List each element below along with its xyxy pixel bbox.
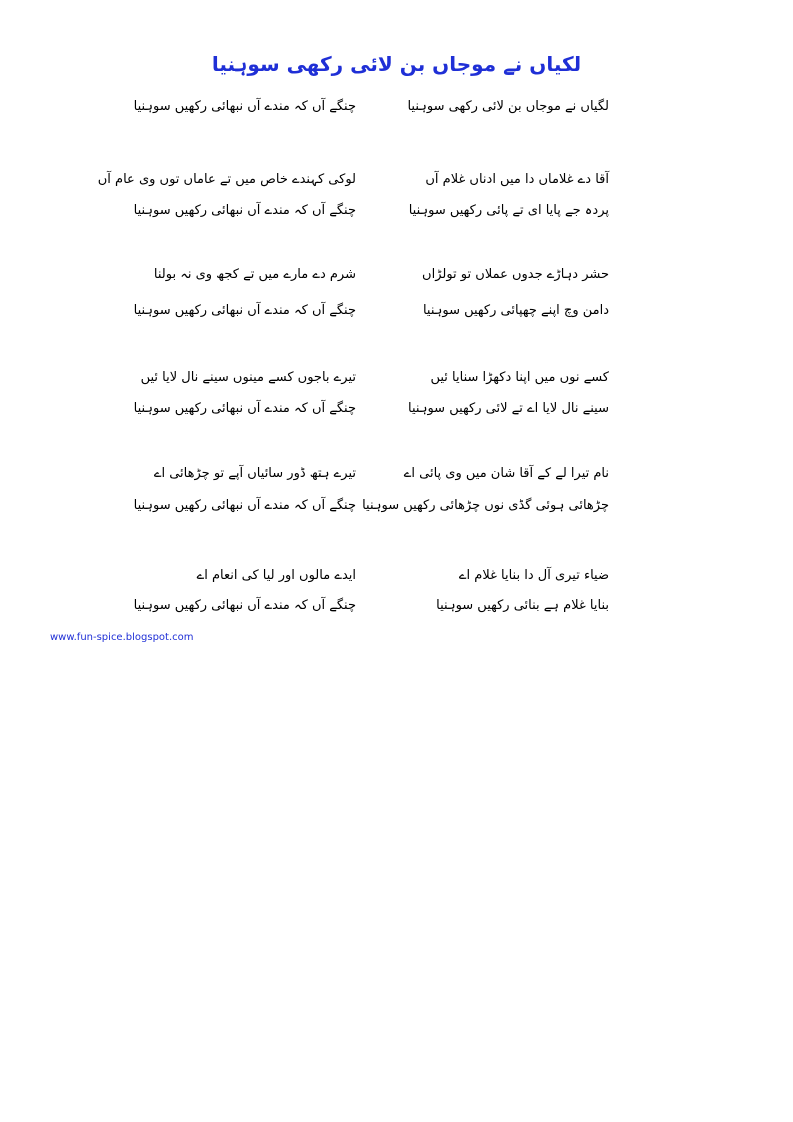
verse-line: بنایا غلام ہے بنائی رکھیں سوہنیا [436,598,609,613]
footer-url[interactable]: www.fun-spice.blogspot.com [50,632,194,643]
verse-line: چنگے آں کہ مندے آں نبھائی رکھیں سوہنیا [133,598,356,613]
verse-line: لگیاں نے موجاں بن لائی رکھی سوہنیا [407,99,609,114]
verse-line: چنگے آں کہ مندے آں نبھائی رکھیں سوہنیا [133,99,356,114]
verse-line: دامن وچ اپنے چھپائی رکھیں سوہنیا [422,303,609,318]
verse-line: چنگے آں کہ مندے آں نبھائی رکھیں سوہنیا [133,303,356,318]
verse-line: چڑھائی ہوئی گڈی نوں چڑھائی رکھیں سوہنیا [362,498,609,513]
verse-line: چنگے آں کہ مندے آں نبھائی رکھیں سوہنیا [133,401,356,416]
verse-line: ایدے مالوں اور لیا کی انعام اے [196,568,356,583]
verse-line: نام تیرا لے کے آقا شان میں وی پائی اے [403,466,609,481]
verse-line: کسے نوں میں اپنا دکھڑا سنایا ئیں [430,370,609,385]
verse-line: حشر دہاڑے جدوں عملاں تو تولڑاں [422,267,609,282]
verse-line: تیرے باجوں کسے مینوں سینے نال لایا ئیں [140,370,356,385]
page-title: لکیاں نے موجاں بن لائی رکھی سوہنیا [211,52,582,76]
verse-line: شرم دے مارے میں تے کجھ وی نہ بولنا [153,267,356,282]
verse-line: آقا دے غلاماں دا میں ادناں غلام آں [425,172,609,187]
verse-line: لوکی کہندے خاص میں تے عاماں توں وی عام آں [97,172,356,187]
verse-line: پردہ جے پایا ای تے پائی رکھیں سوہنیا [408,203,609,218]
verse-line: تیرے ہتھ ڈور سائیاں آپے تو چڑھائی اے [153,466,356,481]
verse-line: چنگے آں کہ مندے آں نبھائی رکھیں سوہنیا [133,498,356,513]
verse-line: چنگے آں کہ مندے آں نبھائی رکھیں سوہنیا [133,203,356,218]
verse-line: سینے نال لایا اے تے لائی رکھیں سوہنیا [408,401,609,416]
verse-line: ضیاء تیری آل دا بنایا غلام اے [458,568,609,583]
